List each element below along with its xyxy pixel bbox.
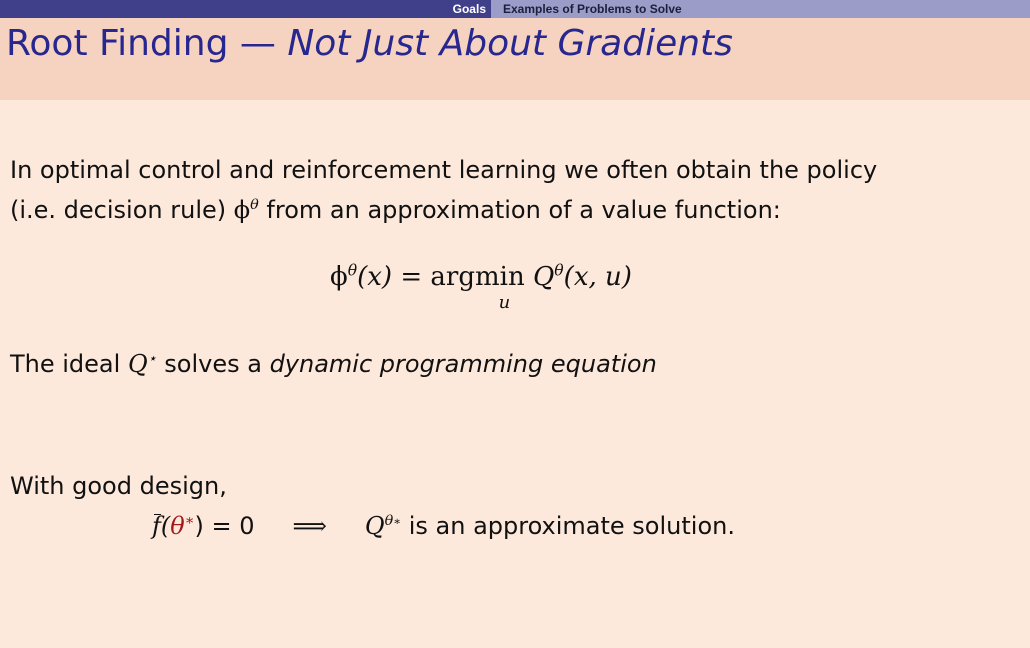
policy-symbol: $\phi^\theta$: [233, 196, 259, 224]
eq1-q: Q: [532, 262, 555, 292]
q-star-symbol: Q⋆: [127, 350, 157, 378]
title-italic: Not Just About Gradients: [287, 23, 733, 64]
paragraph-3: With good design,: [10, 472, 227, 500]
f-bar-symbol: f: [152, 512, 161, 540]
para2-italic: dynamic programming equation: [269, 350, 657, 378]
paragraph-2: [10, 344, 657, 384]
paragraph-1-line-2: [10, 190, 877, 230]
slide-title: [6, 23, 733, 64]
eq1-min: min u: [474, 262, 525, 313]
para1-line2-end: from an approximation of a value function:: [258, 196, 781, 224]
paragraph-1-line-1: In optimal control and reinforcement learning we often obtain the policy: [10, 156, 878, 184]
policy-equation: $\phi^\theta(x) = argmin$ u $Q^\theta(x$, u): [330, 261, 632, 313]
para2-mid: solves a: [156, 350, 270, 378]
eq1-sub-u: u: [498, 292, 511, 313]
title-plain: Root Finding —: [6, 23, 288, 64]
eq1-args: (x, u): [563, 262, 632, 292]
nav-section-goals[interactable]: Goals: [452, 2, 486, 16]
eq2-q: Q: [364, 512, 385, 540]
paragraph-1: [10, 150, 877, 230]
para2-start: The ideal: [10, 350, 128, 378]
para1-line2-start: (i.e. decision rule): [10, 196, 234, 224]
theta-star: θ∗: [170, 512, 195, 540]
nav-subsection[interactable]: Examples of Problems to Solve: [491, 0, 1030, 18]
root-equation: f(θ∗) = 0 ⟹ $Q^{\theta∗}$ is an approximate solution.: [152, 512, 735, 540]
implies-symbol: ⟹: [292, 512, 327, 540]
eq2-equals-zero: ) = 0: [194, 512, 255, 540]
top-navigation-bar: [0, 0, 1030, 18]
eq1-phi: ϕ: [330, 262, 348, 292]
eq2-tail: is an approximate solution.: [401, 512, 735, 540]
